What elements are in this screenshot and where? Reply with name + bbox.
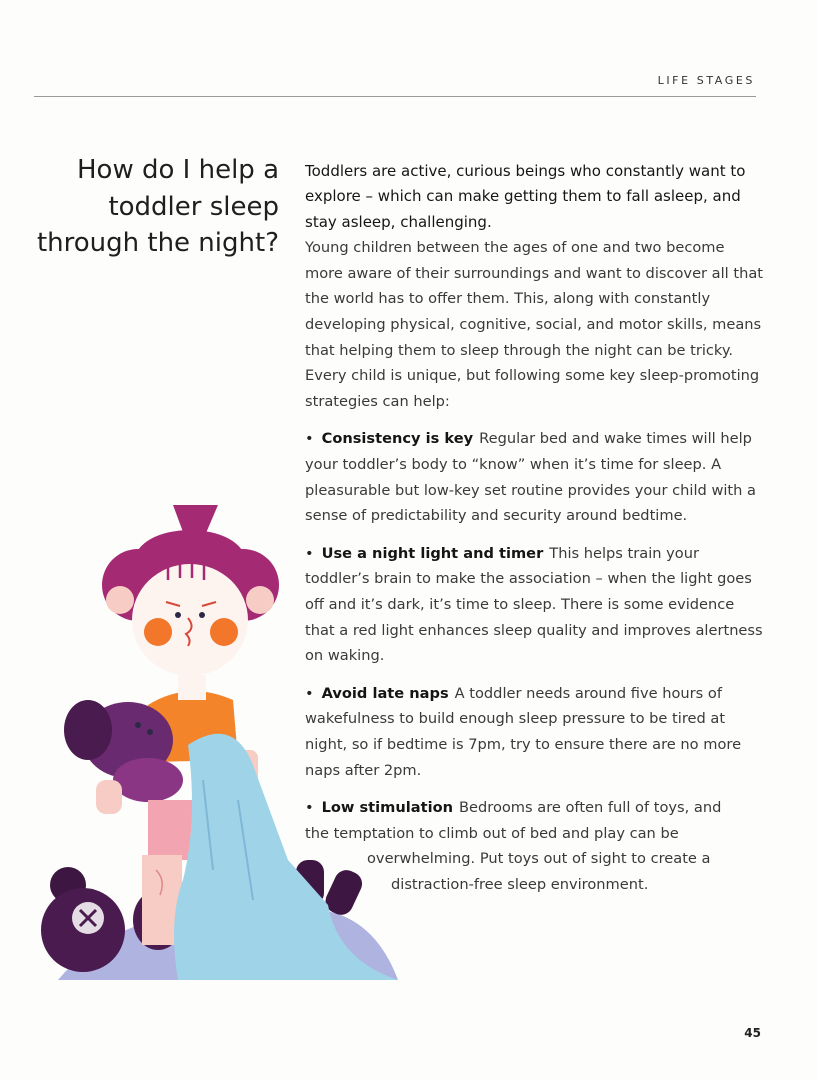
toddler-hand [96,780,122,814]
running-head: LIFE STAGES [657,74,755,87]
bullet-dot: • [305,799,314,817]
tip-term: Use a night light and timer [321,544,544,562]
page-number: 45 [744,1026,761,1040]
tip-text-line: the temptation to climb out of bed and play can be [305,824,679,842]
tip-text-line: overwhelming. Put toys out of sight to create a [367,850,711,868]
tip-term: Consistency is key [321,430,474,448]
page-title: How do I help a toddler sleep through the night? [36,155,279,258]
tip-term: Low stimulation [321,799,454,817]
bullet-dot: • [305,544,314,562]
tip-text-line: distraction-free sleep environment. [391,875,649,893]
tip-text: Regular bed and wake times will help your toddler’s body to “know” when it’s time for sleep. A pleasurable but low-key set routine provides your child with a sense of predictability and security around bedtime. [305,430,756,525]
intro-paragraph: Toddlers are active, curious beings who constantly want to explore – which can make getting them to fall asleep, and stay asleep, challenging. [305,162,746,231]
tip-text: A toddler needs around five hours of wakefulness to build enough sleep pressure to be tired at night, so if bedtime is 7pm, try to ensure there are no more naps after 2pm. [305,684,742,779]
tip-text-line: Bedrooms are often full of toys, and [459,799,722,817]
header-rule [34,96,756,97]
tip-text: This helps train your toddler’s brain to make the association – when the light goes off and it’s dark, it’s time to sleep. There is some evidence that a red light enhances sleep quality and improves alertness on waking. [305,544,763,665]
lead-paragraph: Young children between the ages of one and two become more aware of their surroundings and want to discover all that the world has to offer them. This, along with constantly developing physical, cognitive, social, and motor skills, means that helping them to sleep through the night can be tricky. Every child is unique, but following some key sleep-promoting strategies can help: [305,239,764,410]
tip-term: Avoid late naps [321,684,449,702]
toddler-illustration [38,500,408,985]
bullet-dot: • [305,684,314,702]
bullet-dot: • [305,430,314,448]
